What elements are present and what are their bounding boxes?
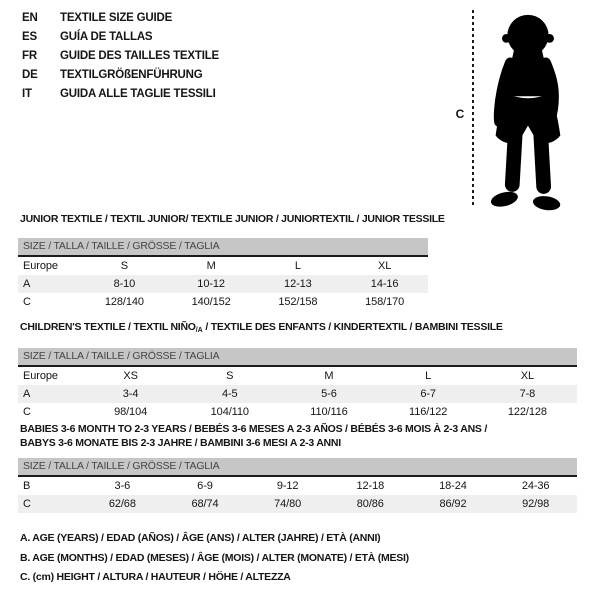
- table-row: [18, 403, 577, 421]
- language-title: GUIDE DES TAILLES TEXTILE: [60, 49, 219, 62]
- size-cell: 9-12: [276, 480, 299, 492]
- size-cell: 86/92: [439, 498, 467, 510]
- size-cell: 4-5: [221, 388, 238, 400]
- size-cell: 152/158: [278, 296, 318, 308]
- language-row: [22, 65, 219, 84]
- language-row: [22, 84, 219, 103]
- language-title-list: [22, 8, 219, 103]
- size-cell: 3-4: [122, 388, 139, 400]
- table-row: [18, 477, 577, 495]
- junior-table-block: [18, 238, 428, 311]
- language-row: [22, 27, 219, 46]
- language-title: TEXTILGRÖßENFÜHRUNG: [60, 68, 203, 81]
- children-size-table: [18, 367, 577, 421]
- size-cell: 62/68: [108, 498, 136, 510]
- row-label: A: [23, 278, 31, 290]
- row-label: Europe: [23, 370, 58, 382]
- size-header-bar: SIZE / TALLA / TAILLE / GRÖSSE / TAGLIA: [18, 348, 577, 367]
- language-code: ES: [22, 30, 37, 43]
- note-age-months: B. AGE (MONTHS) / EDAD (MESES) / ÂGE (MOIS) / ALTER (MONATE) / ETÀ (MESI): [20, 551, 409, 564]
- size-cell: 8-10: [113, 278, 136, 290]
- babies-title-line1: BABIES 3-6 MONTH TO 2-3 YEARS / BEBÉS 3-6 MESES A 2-3 AÑOS / BÉBÉS 3-6 MOIS À 2-3 ANS /: [20, 423, 488, 435]
- height-measure-dotted-line: [472, 10, 474, 208]
- table-row: [18, 385, 577, 403]
- size-cell: 110/116: [310, 406, 348, 418]
- size-cell: 116/122: [409, 406, 448, 418]
- size-cell: 14-16: [370, 278, 399, 290]
- size-cell: 122/128: [507, 406, 547, 418]
- size-cell: 12-18: [356, 480, 385, 492]
- children-title-subscript: /A: [195, 327, 203, 334]
- size-cell: 74/80: [274, 498, 302, 510]
- language-title: GUÍA DE TALLAS: [60, 30, 153, 43]
- size-cell: 158/170: [365, 296, 405, 308]
- babies-table-block: [18, 458, 577, 513]
- note-age-years: A. AGE (YEARS) / EDAD (AÑOS) / ÂGE (ANS) / ALTER (JAHRE) / ETÀ (ANNI): [20, 532, 381, 544]
- note-height-cm: C. (cm) HEIGHT / ALTURA / HAUTEUR / HÖHE / ALTEZZA: [20, 571, 291, 583]
- size-cell: 140/152: [191, 296, 231, 308]
- size-header-bar: SIZE / TALLA / TAILLE / GRÖSSE / TAGLIA: [18, 238, 428, 257]
- table-row: [18, 257, 428, 275]
- size-cell: 18-24: [439, 480, 467, 492]
- children-section-title: [20, 320, 503, 338]
- babies-section-title: [20, 422, 487, 450]
- table-row: [18, 293, 428, 311]
- row-label: A: [23, 388, 31, 400]
- size-cell: XS: [123, 370, 138, 382]
- size-cell: 5-6: [321, 388, 337, 400]
- junior-size-table: [18, 257, 428, 311]
- language-row: [22, 46, 219, 65]
- size-header-bar: SIZE / TALLA / TAILLE / GRÖSSE / TAGLIA: [18, 458, 577, 477]
- size-cell: 6-9: [197, 480, 213, 492]
- size-cell: 12-13: [284, 278, 312, 290]
- row-label: B: [23, 480, 31, 492]
- size-cell: 104/110: [210, 406, 249, 418]
- children-table-block: [18, 348, 577, 421]
- table-row: [18, 495, 577, 513]
- size-cell: L: [425, 370, 432, 382]
- table-row: [18, 367, 577, 385]
- size-cell: 7-8: [519, 388, 536, 400]
- row-label: C: [23, 406, 31, 418]
- size-cell: 128/140: [104, 296, 144, 308]
- size-cell: 98/104: [114, 406, 148, 418]
- children-title-prefix: CHILDREN'S TEXTILE / TEXTIL NIÑO: [20, 321, 196, 333]
- table-row: [18, 275, 428, 293]
- size-cell: 80/86: [356, 498, 384, 510]
- language-row: [22, 8, 219, 27]
- row-label: Europe: [23, 260, 58, 272]
- babies-title-line2: BABYS 3-6 MONATE BIS 2-3 JAHRE / BAMBINI 3-6 MESI A 2-3 ANNI: [20, 437, 341, 449]
- toddler-silhouette-icon: [481, 6, 571, 212]
- size-cell: 6-7: [420, 388, 436, 400]
- size-cell: M: [324, 370, 334, 382]
- language-title: GUIDA ALLE TAGLIE TESSILI: [60, 87, 216, 100]
- size-cell: 3-6: [114, 480, 131, 492]
- size-cell: XL: [520, 370, 534, 382]
- babies-size-table: [18, 477, 577, 513]
- size-cell: 68/74: [191, 498, 219, 510]
- size-cell: M: [206, 260, 216, 272]
- size-cell: 10-12: [197, 278, 225, 290]
- legend-notes: [20, 529, 409, 588]
- junior-section-title: JUNIOR TEXTILE / TEXTIL JUNIOR/ TEXTILE JUNIOR / JUNIORTEXTIL / JUNIOR TESSILE: [20, 213, 445, 225]
- language-code: IT: [22, 87, 32, 100]
- language-code: FR: [22, 49, 37, 62]
- children-title-suffix: / TEXTILE DES ENFANTS / KINDERTEXTIL / BAMBINI TESSILE: [202, 321, 503, 333]
- language-code: DE: [22, 68, 38, 81]
- row-label: C: [23, 498, 31, 510]
- language-code: EN: [22, 11, 38, 24]
- size-cell: S: [120, 260, 128, 272]
- size-cell: S: [226, 370, 234, 382]
- size-cell: 92/98: [522, 498, 550, 510]
- height-measure-label: C: [455, 107, 465, 121]
- row-label: C: [23, 296, 31, 308]
- language-title: TEXTILE SIZE GUIDE: [60, 11, 173, 24]
- size-cell: XL: [377, 260, 392, 272]
- size-cell: 24-36: [521, 480, 550, 492]
- size-cell: L: [294, 260, 301, 272]
